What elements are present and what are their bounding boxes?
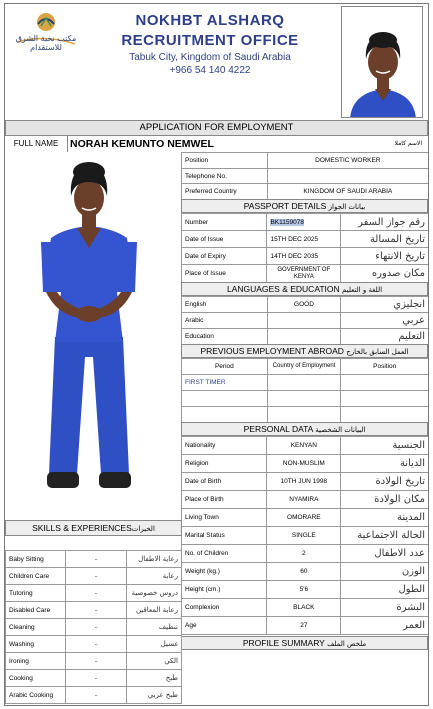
personal-value: NON-MUSLIM xyxy=(267,455,341,473)
table-row xyxy=(6,687,182,704)
skill-arabic: طبخ xyxy=(127,670,182,687)
language-value xyxy=(267,313,341,329)
personal-label: Nationality xyxy=(182,437,267,455)
job-table xyxy=(181,152,429,200)
skill-arabic: الكي xyxy=(127,653,182,670)
personal-data-table xyxy=(181,436,429,635)
job-value: DOMESTIC WORKER xyxy=(267,153,428,169)
passport-label: Date of Issue xyxy=(182,231,267,248)
personal-label: Religion xyxy=(182,455,267,473)
skills-table xyxy=(5,550,182,704)
period-cell xyxy=(182,391,268,407)
skill-arabic: طبخ عربي xyxy=(127,687,182,704)
passport-section-header: PASSPORT DETAILS بيانات الجواز xyxy=(181,199,428,213)
skill-label: Ironing xyxy=(6,653,66,670)
personal-value: 10TH JUN 1998 xyxy=(267,473,341,491)
skill-value: - xyxy=(65,619,126,636)
job-label: Position xyxy=(182,153,268,169)
table-row xyxy=(182,545,429,563)
personal-arabic: الطول xyxy=(341,581,429,599)
skill-value: - xyxy=(65,687,126,704)
skill-value: - xyxy=(65,636,126,653)
applicant-portrait-small xyxy=(341,6,423,118)
table-row xyxy=(182,184,429,200)
table-row xyxy=(6,551,182,568)
personal-arabic: العمر xyxy=(341,617,429,635)
table-row xyxy=(182,375,429,391)
period-cell xyxy=(182,407,268,424)
table-row xyxy=(182,599,429,617)
table-row xyxy=(182,455,429,473)
personal-arabic: الجنسية xyxy=(341,437,429,455)
skill-value: - xyxy=(65,653,126,670)
skill-label: Cooking xyxy=(6,670,66,687)
personal-value: 60 xyxy=(267,563,341,581)
full-name-row xyxy=(5,136,428,153)
full-name-value: NORAH KEMUNTO NEMWEL xyxy=(70,138,214,150)
application-title: APPLICATION FOR EMPLOYMENT xyxy=(5,120,428,136)
table-row xyxy=(182,617,429,635)
personal-value: KENYAN xyxy=(267,437,341,455)
table-row xyxy=(182,265,429,283)
table-row xyxy=(182,473,429,491)
table-row xyxy=(182,231,429,248)
personal-label: Weight (kg.) xyxy=(182,563,267,581)
language-label: Arabic xyxy=(182,313,268,329)
company-subtitle: RECRUITMENT OFFICE xyxy=(121,32,299,49)
table-row xyxy=(182,214,429,231)
company-logo xyxy=(11,10,81,54)
logo-text: مكتب نخبة الشرق للاستقدام xyxy=(15,34,77,52)
personal-value: SINGLE xyxy=(267,527,341,545)
passport-label: Place of Issue xyxy=(182,265,267,283)
table-row xyxy=(6,670,182,687)
table-row xyxy=(6,568,182,585)
skill-value: - xyxy=(65,602,126,619)
skill-arabic: رعاية xyxy=(127,568,182,585)
column-header: Period xyxy=(182,359,268,375)
skill-label: Baby Sitting xyxy=(6,551,66,568)
table-row xyxy=(182,407,429,424)
job-label: Telephone No. xyxy=(182,169,268,184)
skills-section-header: SKILLS & EXPERIENCESالخبرات xyxy=(5,520,182,536)
position-cell xyxy=(341,407,429,424)
languages-section-header: LANGUAGES & EDUCATION اللغة و التعليم xyxy=(181,282,428,296)
passport-arabic: رقم جواز السفر xyxy=(341,214,429,231)
table-row xyxy=(182,581,429,599)
passport-arabic: تاريخ المسالة xyxy=(341,231,429,248)
language-label: Education xyxy=(182,329,268,345)
personal-value: NYAMIRA xyxy=(267,491,341,509)
table-row xyxy=(182,491,429,509)
company-name: NOKHBT ALSHARQ xyxy=(135,12,285,29)
personal-arabic: الوزن xyxy=(341,563,429,581)
table-row xyxy=(182,437,429,455)
skill-value: - xyxy=(65,568,126,585)
personal-arabic: المدينة xyxy=(341,509,429,527)
skill-arabic: رعاية الاطفال xyxy=(127,551,182,568)
table-row xyxy=(6,636,182,653)
skill-label: Arabic Cooking xyxy=(6,687,66,704)
skill-label: Tutoring xyxy=(6,585,66,602)
table-row xyxy=(182,329,429,345)
personal-arabic: تاريخ الولادة xyxy=(341,473,429,491)
table-row xyxy=(182,313,429,329)
personal-label: Living Town xyxy=(182,509,267,527)
language-value xyxy=(267,329,341,345)
skill-arabic: رعاية المعاقين xyxy=(127,602,182,619)
personal-label: Height (cm.) xyxy=(182,581,267,599)
position-cell xyxy=(341,375,429,391)
language-value: GOOD xyxy=(267,297,341,313)
table-row xyxy=(182,563,429,581)
personal-label: Age xyxy=(182,617,267,635)
table-row xyxy=(182,169,429,184)
passport-arabic: مكان صدوره xyxy=(341,265,429,283)
company-address: Tabuk City, Kingdom of Saudi Arabia xyxy=(129,52,291,63)
table-row xyxy=(182,297,429,313)
personal-data-header: PERSONAL DATA البيانات الشخصية xyxy=(181,422,428,436)
personal-arabic: البشرة xyxy=(341,599,429,617)
personal-value: OMORARE xyxy=(267,509,341,527)
personal-label: Marital Status xyxy=(182,527,267,545)
job-value: KINGDOM OF SAUDI ARABIA xyxy=(267,184,428,200)
language-label: English xyxy=(182,297,268,313)
table-row xyxy=(6,602,182,619)
passport-value: GOVERNMENT OF KENYA xyxy=(267,265,341,283)
personal-label: No. of Children xyxy=(182,545,267,563)
personal-label: Complexion xyxy=(182,599,267,617)
column-header: Position xyxy=(341,359,429,375)
country-cell xyxy=(267,407,341,424)
table-row xyxy=(182,248,429,265)
column-header: Country of Employment xyxy=(267,359,341,375)
skill-label: Disabled Care xyxy=(6,602,66,619)
table-row xyxy=(182,153,429,169)
personal-value: 5'6 xyxy=(267,581,341,599)
personal-arabic: عدد الاطفال xyxy=(341,545,429,563)
passport-value: 15TH DEC 2025 xyxy=(267,231,341,248)
passport-value: BK1159078 xyxy=(267,214,341,231)
applicant-photo-full xyxy=(5,152,181,522)
personal-value: 2 xyxy=(267,545,341,563)
languages-table xyxy=(181,296,429,345)
table-row xyxy=(182,527,429,545)
passport-arabic: تاريخ الانتهاء xyxy=(341,248,429,265)
company-phone: +966 54 140 4222 xyxy=(169,65,251,76)
previous-employment-header: PREVIOUS EMPLOYMENT ABROAD العمل السابق بالخارج xyxy=(181,344,428,358)
skill-arabic: غسيل xyxy=(127,636,182,653)
skill-value: - xyxy=(65,585,126,602)
personal-arabic: مكان الولادة xyxy=(341,491,429,509)
position-cell xyxy=(341,391,429,407)
skill-value: - xyxy=(65,551,126,568)
job-label: Preferred Country xyxy=(182,184,268,200)
personal-value: BLACK xyxy=(267,599,341,617)
language-arabic: التعليم xyxy=(341,329,429,345)
table-row xyxy=(6,619,182,636)
language-arabic: انجليزي xyxy=(341,297,429,313)
country-cell xyxy=(267,375,341,391)
table-header-row xyxy=(182,359,429,375)
skill-label: Cleaning xyxy=(6,619,66,636)
passport-label: Number xyxy=(182,214,267,231)
previous-employment-table xyxy=(181,358,429,424)
table-row xyxy=(182,391,429,407)
header xyxy=(5,4,428,120)
personal-label: Place of Birth xyxy=(182,491,267,509)
table-row xyxy=(6,585,182,602)
passport-label: Date of Expiry xyxy=(182,248,267,265)
table-row xyxy=(182,509,429,527)
job-value xyxy=(267,169,428,184)
table-row xyxy=(6,653,182,670)
skill-arabic: تنظيف xyxy=(127,619,182,636)
full-name-arabic: الاسم كاملا xyxy=(394,140,422,147)
skill-label: Children Care xyxy=(6,568,66,585)
passport-value: 14TH DEC 2035 xyxy=(267,248,341,265)
passport-table xyxy=(181,213,429,283)
period-cell: FIRST TIMER xyxy=(182,375,268,391)
skill-label: Washing xyxy=(6,636,66,653)
skill-value: - xyxy=(65,670,126,687)
personal-arabic: الحالة الاجتماعية xyxy=(341,527,429,545)
full-name-label: FULL NAME xyxy=(5,136,68,152)
personal-label: Date of Birth xyxy=(182,473,267,491)
application-form xyxy=(4,3,429,706)
skill-arabic: دروس خصوصية xyxy=(127,585,182,602)
country-cell xyxy=(267,391,341,407)
personal-arabic: الديانة xyxy=(341,455,429,473)
profile-summary-header: PROFILE SUMMARY ملخص الملف xyxy=(181,636,428,650)
personal-value: 27 xyxy=(267,617,341,635)
language-arabic: عربي xyxy=(341,313,429,329)
